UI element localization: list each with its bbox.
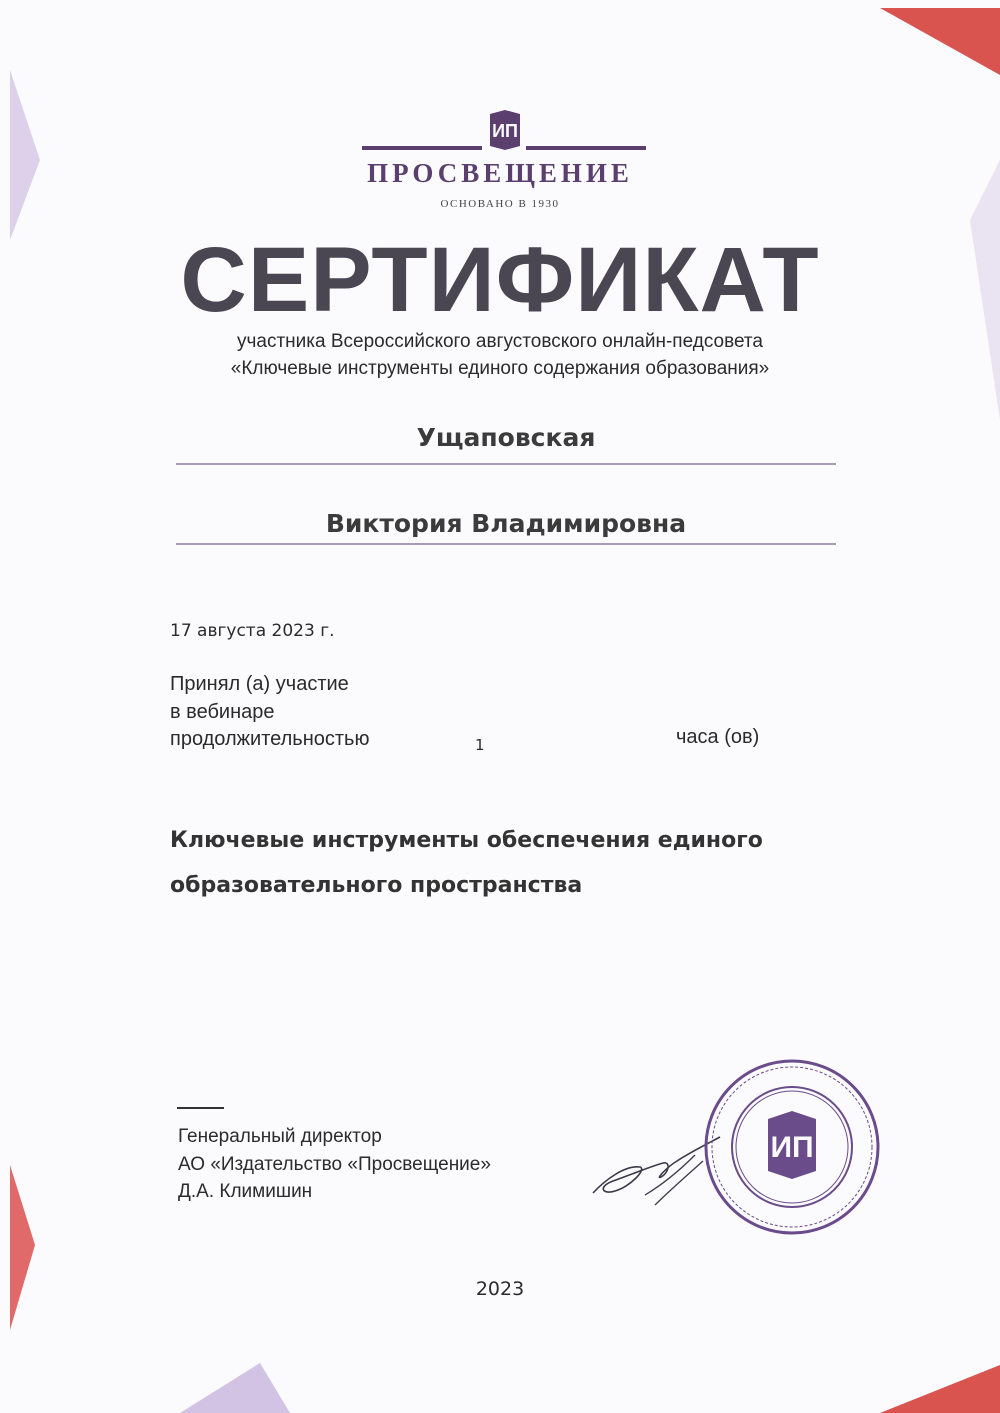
webinar-topic-line1: Ключевые инструменты обеспечения единого (170, 828, 763, 853)
prosveshchenie-logo-icon (488, 108, 522, 152)
duration-label: продолжительностью (170, 728, 370, 750)
logo-founded: ОСНОВАНО В 1930 (440, 198, 560, 210)
duration-hours: 1 (475, 736, 485, 754)
surname-underline (176, 463, 836, 465)
signatory-position: Генеральный директор (178, 1126, 382, 1147)
logo-line-left (362, 146, 482, 150)
signatory-organization: АО «Издательство «Просвещение» (178, 1154, 491, 1175)
company-seal-stamp (700, 1055, 885, 1240)
corner-decoration-left-bottom (0, 1165, 40, 1335)
certificate-subtitle-line1: участника Всероссийского августовского онлайн-педсовета (237, 331, 763, 352)
participation-line1: Принял (а) участие (170, 673, 349, 695)
corner-decoration-left-top (0, 70, 45, 240)
certificate-year: 2023 (475, 1278, 525, 1300)
recipient-given-names: Виктория Владимировна (325, 509, 687, 538)
corner-decoration-top-right (860, 0, 1000, 80)
participation-line2: в вебинаре (170, 701, 275, 723)
signature-dash (177, 1107, 224, 1109)
seal-monogram: ИП (770, 1131, 814, 1164)
corner-decoration-bottom-left (180, 1355, 290, 1413)
logo-monogram: ИП (492, 121, 518, 141)
webinar-topic-line2: образовательного пространства (170, 873, 583, 898)
event-date: 17 августа 2023 г. (170, 621, 335, 641)
signatory-name: Д.А. Климишин (178, 1181, 313, 1202)
logo-name: ПРОСВЕЩЕНИЕ (367, 158, 633, 188)
logo-line-right (526, 146, 646, 150)
duration-unit: часа (ов) (676, 726, 760, 748)
corner-decoration-bottom-right (880, 1365, 1000, 1413)
webinar-topic (170, 818, 870, 908)
certificate-subtitle-line2: «Ключевые инструменты единого содержания образования» (230, 358, 770, 379)
given-names-underline (176, 543, 836, 545)
recipient-surname: Ущаповская (416, 423, 596, 452)
certificate-title: СЕРТИФИКАТ (180, 229, 820, 331)
